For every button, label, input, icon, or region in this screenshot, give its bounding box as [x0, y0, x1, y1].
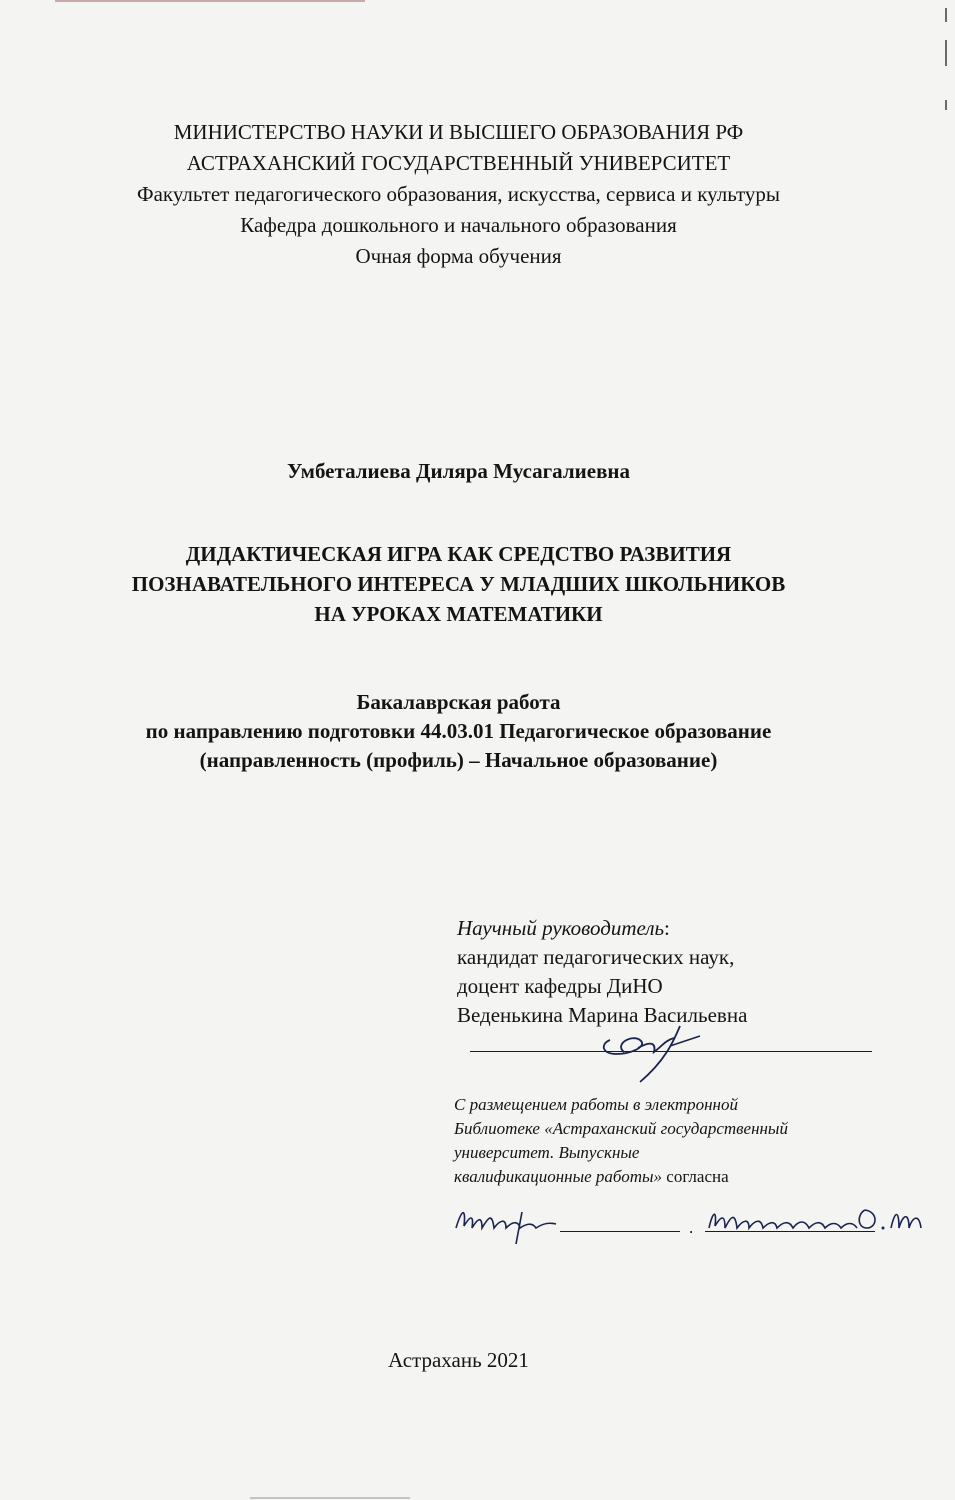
university-line: АСТРАХАНСКИЙ ГОСУДАРСТВЕННЫЙ УНИВЕРСИТЕТ: [186, 151, 731, 175]
department-line: Кафедра дошкольного и начального образования: [240, 213, 677, 237]
consent-signature-line: [560, 1231, 680, 1232]
supervisor-colon: :: [664, 916, 670, 940]
student-signature: [452, 1198, 562, 1248]
supervisor-position: доцент кафедры ДиНО: [457, 974, 663, 998]
thesis-title: [0, 539, 917, 629]
scan-mark: [945, 40, 947, 66]
supervisor-degree: кандидат педагогических наук,: [457, 945, 735, 969]
city-year: Астрахань 2021: [388, 1348, 529, 1372]
student-name-handwritten: [705, 1200, 935, 1240]
supervisor-role-line: [457, 914, 747, 943]
library-consent: [454, 1093, 788, 1189]
supervisor-signature: [596, 1010, 716, 1090]
work-info: [0, 688, 917, 775]
consent-dot: .: [689, 1218, 694, 1237]
supervisor-name: Веденькина Марина Васильевна: [457, 1003, 748, 1027]
consent-line: С размещением работы в электронной: [454, 1095, 738, 1114]
work-profile: (направленность (профиль) – Начальное образование): [199, 748, 718, 772]
consent-agree: согласна: [662, 1167, 729, 1186]
consent-line-italic: квалификационные работы»: [454, 1167, 663, 1186]
faculty-line: Факультет педагогического образования, искусства, сервиса и культуры: [137, 182, 780, 206]
title-line: ПОЗНАВАТЕЛЬНОГО ИНТЕРЕСА У МЛАДШИХ ШКОЛЬНИКОВ: [131, 572, 786, 596]
scan-edge-top: [55, 0, 365, 2]
consent-line: университет. Выпускные: [454, 1143, 640, 1162]
consent-line: Библиотеке «Астраханский государственный: [454, 1119, 788, 1138]
scan-edge-bottom: [250, 1497, 410, 1499]
scan-mark: [945, 100, 947, 110]
title-line: НА УРОКАХ МАТЕМАТИКИ: [314, 602, 603, 626]
work-direction: по направлению подготовки 44.03.01 Педагогическое образование: [145, 719, 772, 743]
scan-mark: [945, 8, 947, 22]
title-line: ДИДАКТИЧЕСКАЯ ИГРА КАК СРЕДСТВО РАЗВИТИЯ: [185, 542, 732, 566]
author-name: Умбеталиева Диляра Мусагалиевна: [286, 459, 631, 483]
institution-header: [0, 117, 917, 272]
ministry-line: МИНИСТЕРСТВО НАУКИ И ВЫСШЕГО ОБРАЗОВАНИЯ РФ: [173, 120, 744, 144]
study-form-line: Очная форма обучения: [355, 244, 562, 268]
supervisor-role: Научный руководитель: [457, 916, 665, 940]
consent-line: [454, 1165, 788, 1189]
work-type: Бакалаврская работа: [356, 690, 561, 714]
